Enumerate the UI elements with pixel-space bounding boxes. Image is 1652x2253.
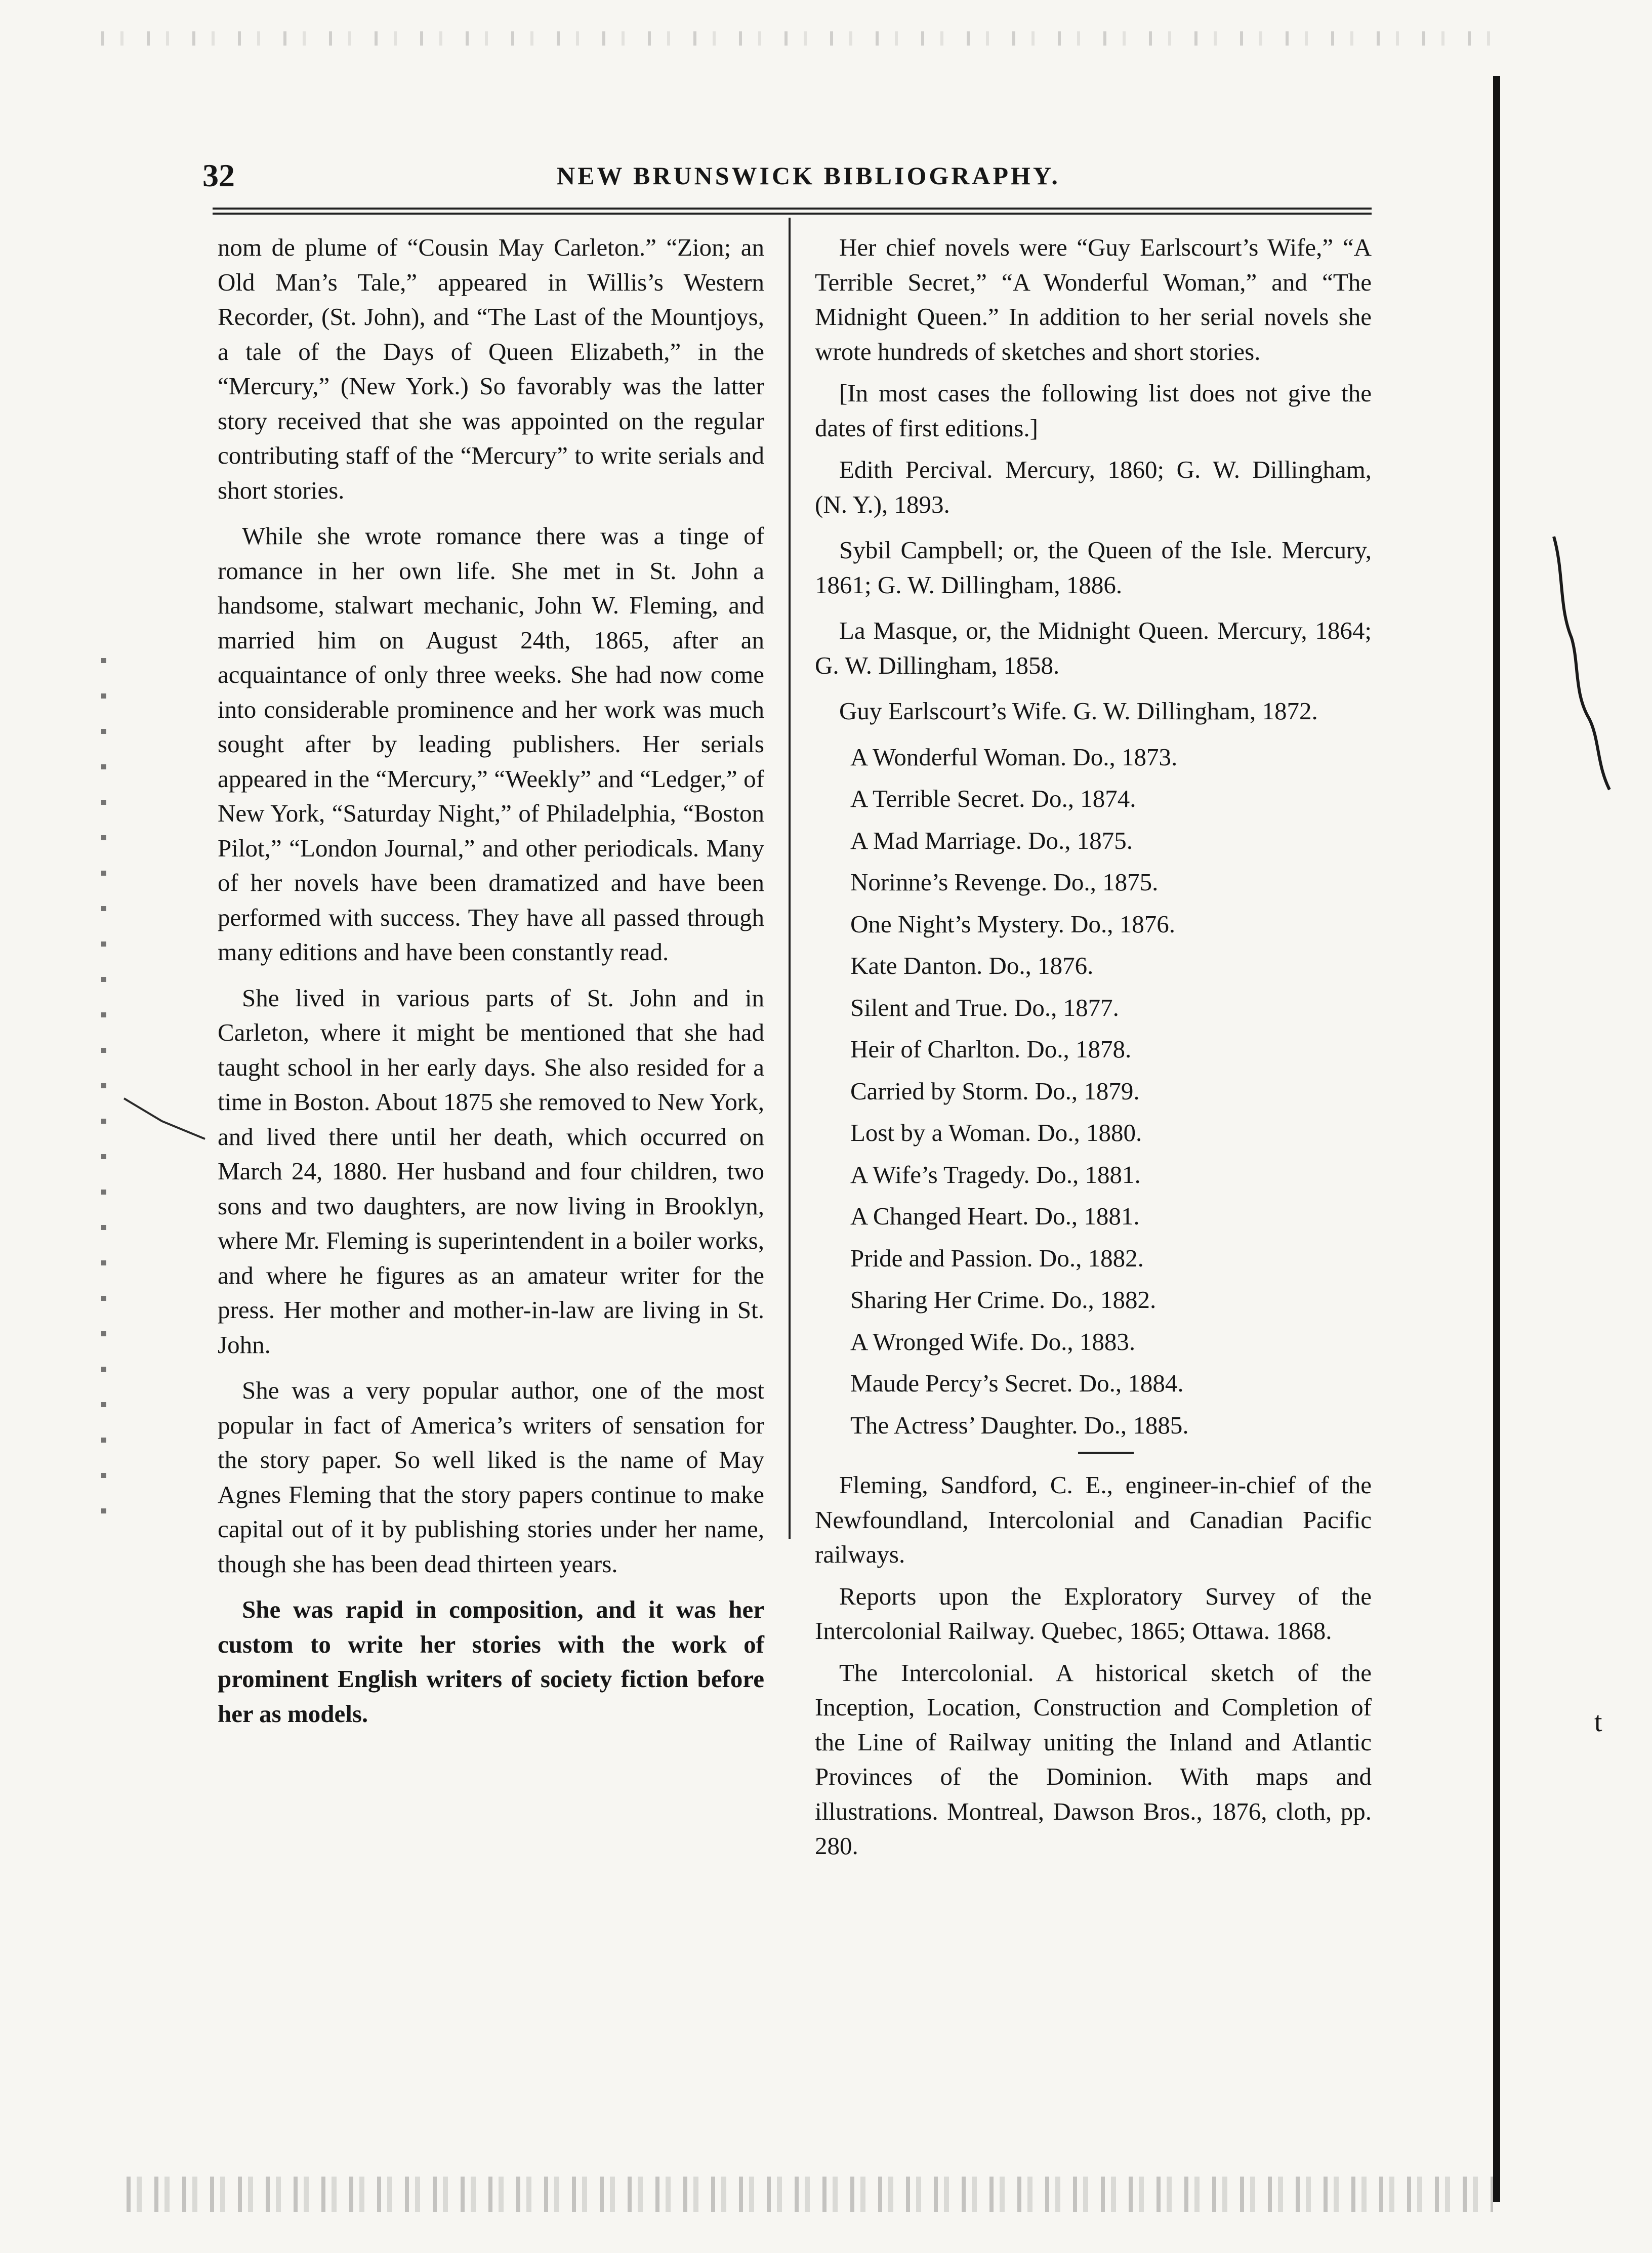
list-item: Heir of Charlton. Do., 1878. bbox=[850, 1035, 1132, 1063]
list-item: Lost by a Woman. Do., 1880. bbox=[850, 1119, 1142, 1146]
page-number: 32 bbox=[202, 157, 235, 193]
list-item: A Terrible Secret. Do., 1874. bbox=[850, 785, 1136, 812]
column-divider bbox=[789, 218, 791, 1539]
list-item: Norinne’s Revenge. Do., 1875. bbox=[850, 868, 1159, 896]
paragraph: While she wrote romance there was a tinge of romance in her own life. She met in St. John a handsome, stalwart mechanic, John W. Fleming, and married him on August 24th, 1865, after an acquaintance of only three weeks. She had now come into considerable prominence and her work was much sought after by leading publishers. Her serials appeared in the “Mercury,” “Weekly” and “Ledger,” of New York, “Saturday Night,” of Philadelphia, “Boston Pilot,” “London Journal,” and other periodicals. Many of her novels have been dramatized and have been performed with success. They have all passed through many editions and have been constantly read. bbox=[218, 522, 764, 966]
margin-pencil-mark bbox=[121, 1096, 208, 1141]
scan-noise-top bbox=[101, 31, 1508, 46]
bracket-note: [In most cases the following list does not give the dates of first editions.] bbox=[815, 379, 1372, 442]
paragraph: She lived in various parts of St. John and in Carleton, where it might be mentioned that she had taught school in her early days. She also resided for a time in Boston. About 1875 she removed to New York, and lived there until her death, which occurred on March 24, 1880. Her husband and four children, two sons and two daughters, are now living in Brooklyn, where Mr. Fleming is superintendent in a boiler works, and where he figures as an amateur writer for the press. Her mother and mother-in-law are living in St. John. bbox=[218, 984, 764, 1359]
running-head bbox=[202, 157, 1372, 197]
paragraph: Fleming, Sandford, C. E., engineer-in-chief of the Newfoundland, Intercolonial and Canadian Pacific railways. bbox=[815, 1471, 1372, 1568]
list-item: Sharing Her Crime. Do., 1882. bbox=[850, 1286, 1157, 1314]
paragraph: Reports upon the Exploratory Survey of the Intercolonial Railway. Quebec, 1865; Ottawa. 1868. bbox=[815, 1582, 1372, 1645]
left-column bbox=[218, 230, 764, 1742]
list-item: The Actress’ Daughter. Do., 1885. bbox=[850, 1411, 1189, 1439]
list-item: One Night’s Mystery. Do., 1876. bbox=[850, 910, 1175, 938]
paragraph: The Intercolonial. A historical sketch of the Inception, Location, Construction and Completion of the Line of Railway uniting the Inland and Atlantic Provinces of the Dominion. With maps and illustrations. Montreal, Dawson Bros., 1876, cloth, pp. 280. bbox=[815, 1658, 1372, 1860]
list-item: A Wonderful Woman. Do., 1873. bbox=[850, 743, 1178, 771]
page-edge-shadow bbox=[1493, 76, 1500, 2202]
right-column bbox=[815, 230, 1372, 1871]
bibliography-entry: Edith Percival. Mercury, 1860; G. W. Dillingham, (N. Y.), 1893. bbox=[815, 456, 1372, 518]
list-item: A Mad Marriage. Do., 1875. bbox=[850, 826, 1133, 854]
binding-edge-marks bbox=[101, 658, 106, 1519]
header-rule-top bbox=[213, 208, 1372, 210]
list-item: A Wronged Wife. Do., 1883. bbox=[850, 1327, 1136, 1356]
list-item: Silent and True. Do., 1877. bbox=[850, 993, 1119, 1021]
header-rule-bottom bbox=[213, 213, 1372, 215]
scan-noise-bottom bbox=[127, 2177, 1493, 2212]
paragraph: She was a very popular author, one of the most popular in fact of America’s writers of sensation for the story paper. So well liked is the name of May Agnes Fleming that the story papers continue to make capital out of it by publishing stories under her name, though she has been dead thirteen years. bbox=[218, 1376, 764, 1578]
paragraph: nom de plume of “Cousin May Carleton.” “Zion; an Old Man’s Tale,” appeared in Willis’s Western Recorder, (St. John), and “The Last of the Mountjoys, a tale of the Days of Queen Elizabeth,” in the “Mercury,” (New York.) So favorably was the latter story received that she was appointed on the regular contributing staff of the “Mercury” to write serials and short stories. bbox=[218, 233, 764, 504]
list-item: Carried by Storm. Do., 1879. bbox=[850, 1077, 1140, 1105]
bibliography-entry: Sybil Campbell; or, the Queen of the Isle. Mercury, 1861; G. W. Dillingham, 1886. bbox=[815, 536, 1372, 599]
bibliography-entry: La Masque, or, the Midnight Queen. Mercury, 1864; G. W. Dillingham, 1858. bbox=[815, 617, 1372, 679]
paragraph: Her chief novels were “Guy Earlscourt’s Wife,” “A Terrible Secret,” “A Wonderful Woman,” and “The Midnight Queen.” In addition to her serial novels she wrote hundreds of sketches and short stories. bbox=[815, 233, 1372, 365]
title-list bbox=[815, 740, 1372, 1443]
section-divider bbox=[1078, 1452, 1134, 1454]
margin-letter-fragment: t bbox=[1594, 1706, 1602, 1738]
list-item: A Changed Heart. Do., 1881. bbox=[850, 1202, 1140, 1230]
list-item: A Wife’s Tragedy. Do., 1881. bbox=[850, 1160, 1141, 1189]
list-item: Pride and Passion. Do., 1882. bbox=[850, 1244, 1144, 1272]
ink-stroke-mark bbox=[1544, 531, 1615, 795]
list-item: Kate Danton. Do., 1876. bbox=[850, 952, 1094, 979]
book-title: NEW BRUNSWICK BIBLIOGRAPHY. bbox=[557, 161, 1060, 190]
bibliography-entry: Guy Earlscourt’s Wife. G. W. Dillingham, 1872. bbox=[839, 697, 1318, 725]
paragraph: She was rapid in composition, and it was her custom to write her stories with the work of prominent English writers of society fiction before her as models. bbox=[218, 1595, 764, 1728]
list-item: Maude Percy’s Secret. Do., 1884. bbox=[850, 1369, 1184, 1397]
